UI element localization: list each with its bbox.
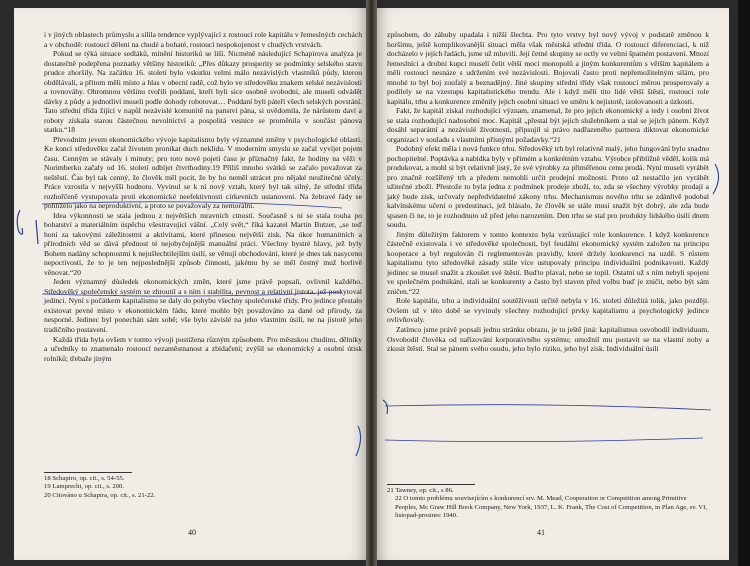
footnote-divider [44,472,132,473]
page-number: 41 [537,528,545,537]
paragraph: Každá třída byla ovšem v tomto vývoji postižena různým způsobem. Pro městskou chudinu, dělníky a učedníky to znamenalo rostoucí nezaměstnanost a zbídačení; zvýšil se ekonomický a osobní útisk rolníků; třebaže jiným [44,334,362,363]
left-page [14,8,366,560]
book-gutter [366,0,377,566]
paragraph: Podobný efekt měla i nová funkce trhu. Středověký trh byl relativně malý, jeho fungování bylo snadno pochopitelné. Poptávka a nabídka byly v přímém a konkrétním vztahu. Výrobce přibližně věděl, kolik má produkovat, a mohl si být relativně jistý, že své výrobky za přiměřenou cenu prodá. Nyní museli vyrábět pro značně rozšířený trh a předem nemohli určit prodejní možnosti. Proto už nestačilo jen vyrábět užitečné zboží. Přestože to byla jedna z podmínek prodeje zboží, to, zda se všechny výrobky prodají a jaký bude zisk, určovaly nepředvídatelné zákony trhu. Mechanismus nového trhu se zdánlivě podobal kalvínskému učení o predestinaci, jež hlásalo, že člověk se stále musí snažit být dobrý, ale zda bude spasen či ne, to je rozhodnuto už před jeho narozením. Den trhu se stal pro produkty lidského úsilí dnem soudu. [387,144,709,230]
page-number: 40 [188,528,196,537]
left-footnotes [44,475,362,500]
footnote-divider [387,484,475,485]
paragraph: Jeden významný důsledek ekonomických změn, které jsme právě popsali, ovlivnil každého. Středověký společenský systém se zhroutil a s ním i stabilita, pevnost a relativní jistota, jež poskytoval jedinci. Nyní s počátkem kapitalismu se daly do pohybu všechny společenské třídy. Pro jedince přestalo existovat pevné místo v ekonomickém řádu, které mohlo být považováno za dané od přírody, za nesporné. Jedinec byl ponechán sám sobě; vše bylo závislé na jeho vlastním úsilí, ne na jistotě jeho tradičního postavení. [44,277,362,334]
right-page [377,8,729,560]
footnote: 19 Lamprecht, op. cit., s. 200. [44,483,125,491]
paragraph: Převodním jevem ekonomického vývoje kapitalismu byly významné změny v psychologické oblasti. Ke konci středověku začal životem pronikat duch neklidu. V moderním smyslu se začal vyvíjet pojem času. Cenným se stávaly i minuty; pro toto nové pojetí času je příznačný fakt, že hodiny na věži v Norimberku začaly od 16. století odbíjet čtvrthodiny.19 Příliš mnoho svátků se začalo považovat za neštěstí. Čas byl tak cenný, že člověk měl pocit, že by ho neměl utrácet pro nějaké neužitečné účely. Práce vzrostla v nejvyšší hodnotu. Vyvinul se k ní nový vztah, který byl tak silný, že střední třída rozhořčeně vystupovala proti ekonomické neefektivnosti církevních ustanovení. Na žebravé řády se pohlíželo jako na neproduktivní, a proto se považovaly za nemorální. [44,134,362,211]
paragraph: Idea výkonnosti se stala jednou z největších mravních ctností. Současně s ní se stala touha po bohatství a materiálním úspěchu všestravující vášní. „Celý svět,“ říká kazatel Martin Butzer, „se teď honí za takovými záležitostmi a aktivitami, které přinesou největší zisk. Na úkor humanitních a přírodních věd se dává přednost té nejobyčejnější manuální práci. Všechny bystré hlavy, jež byly Bohem nadány schopnostmi k nejušlechtilejším úsilí, se věnují obchodování, které je dnes tak nasyceno nepoctivostí, že to je ten nejposlednější způsob činnosti, jakému by se měl čestný muž horlivě věnovat.“20 [44,210,362,277]
paragraph: Pokud se týká situace sedláků, mínění historiků se liší. Nicméně následující Schapirova analýza je dostatečně podepřena poznatky většiny historiků: „Přes důkazy prosperity se podmínky selského stavu prudce zhoršily. Na začátku 16. století bylo vskutku velmi málo nezávislých vlastníků půdy, kterou obdělávali, a přitom měli místo a hlas v obecní radě, což bylo ve středověku znakem selské nezávislosti a rovnováhy. Ohromnou většinu tvořili poddaní, kteří byli sice osobně svobodní, ale museli odvádět dávky z půdy a jednotliví museli podle dohody robotovat… Poddaní byli páteří všech selských povstání. Tato střední třída žijící v napůl nezávislé komunitě na panství pána, si uvědomila, že nárůstem daví a roboty získala starou částečnou nevolnictví a pospolitá vesnice se proměnila v součást pánova statku.“18 [44,49,362,135]
paragraph: Role kapitálu, trhu a individuální soutěživosti určitě nebyla v 16. století důležitá tolik, jako později. Ovšem už v této době se vyvinuly všechny rozhodující prvky kapitalismu a psychologický jedince ovlivňovaly. [387,296,709,325]
paragraph: způsobem, do záhuby upadala i nižší šlechta. Pro tyto vrstvy byl nový vývoj v podstatě změnou k horšímu, ještě komplikovanější situaci měla však městská střední třída. O rostoucí diferenciaci, k níž docházelo v jejích řadách, jsme už mluvili. Její četné skupiny se octly ve velmi špatném postavení. Mnozí řemeslníci a drobní kupci museli čelit větší moci monopolů a jiným konkurentům s větším kapitálem a měli rostoucí nesnáze s udržením své nezávislosti. Bojovali často proti nepřemožitelným silám, pro mnohé to byl boj zoufalý a beznadějný. Jiné skupiny střední třídy však rostoucí měrou prosperovaly a podílely se na vzestupu kapitalistického trendu. Ale i když měli tito lidé větší štěstí, rostoucí role kapitálu, trhu a konkurence změnily jejich osobní situaci ve směru k nejistotě, izolovanosti a úzkosti. [387,30,710,106]
footnote: 21 Tawney, op. cit., s 86. [387,487,454,494]
paragraph: i v jiných oblastech průmyslu a sílila tendence vyplývající z rostoucí role kapitálu v řemeslných cechách a v obchodě: rostoucí dělení na chudé a bohaté, rostoucí nespokojenost v chudých vrstvách. [44,30,362,49]
right-body-text [387,30,709,354]
footnote: 20 Citováno u Schapira, op. cit., s. 21-22. [44,491,156,499]
right-footnotes [387,487,709,521]
left-body-text [44,30,362,363]
right-edge-shadow [738,0,750,566]
footnote: 18 Schapiro, op. cit., s. 54-55. [44,475,125,482]
paragraph: Zatímco jsme právě popsali jednu stránku obrazu, je tu ještě jiná: kapitalismus osvobodil individuum. Osvobodil člověka od nařizování korporativního systému; umožnil mu postavit se na vlastní nohy a zkusit štěstí. Stal se pánem svého osudu, jeho bylo riziko, jeho byl zisk. Individuální úsilí [387,324,709,354]
paragraph: Fakt, že kapitál získal rozhodující význam, znamenal, že pro jejich ekonomický a tedy i osobní život se stala rozhodující nadosobní moc. Kapitál „přestal být jejich služebníkem a stal se jejich pánem. Když dosáhl separátní a nezávislé životnosti, připsujil si právo nadřazeného partnera diktovat ekonomické organizaci v souladu s vlastními přísnými požadavky.“21 [387,106,709,144]
footnote: 22 O tomto problému souvisejícím s konkurencí srv. M. Mead, Cooperation or Competition among Primitive Peoples, Mc Graw Hill Book Company, New York, 1937, L. K. Frank, The Cost of Competition, in Plan Age, sv. VI, listopad-prosinec 1940. [395,495,708,520]
paragraph: Jiným důležitým faktorem v tomto kontextu byla vzrůstající role konkurence. I když konkurence částečně existovala i ve středověké společnosti, byl feudální ekonomický systém založen na principu kooperace a byl regulován či reglementován pravidly, které držely konkurenci na uzdě. S růstem kapitalismu tyto středověké zásady stále více ustupovaly principu individuální podnikavosti. Každý jedinec se musel snažit a zkoušet své štěstí. Buďto plaval, nebo se topil. Ostatní už s ním nebyli spojeni ve společném podnikání, stali se konkurenty a často byl staven před volbu buď je zničit, nebo být sám zničen.“22 [387,229,709,296]
